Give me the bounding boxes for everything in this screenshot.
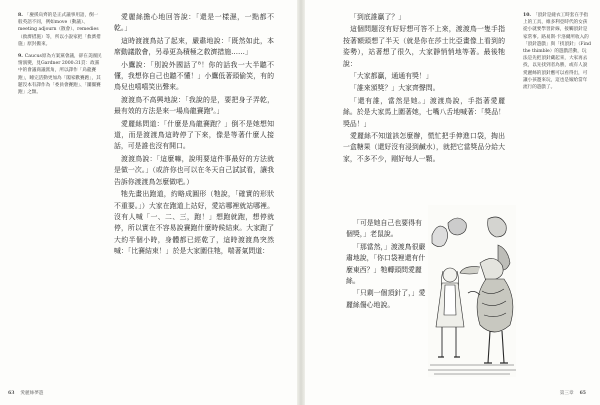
paragraph: 愛麗絲不知道該怎麼辦，慌忙把手伸進口袋，掏出一盒糖果（還好沒有浸到鹹水），就把它當獎品分給大家，不多不少，剛好每人一顆。	[343, 132, 505, 163]
paragraph: 小鷹說：「別說外國話了⁸！你的話我一大半聽不懂，我想你自己也聽不懂！」小鷹低著頭偷笑，有的鳥兒也嘻嘻笑出聲來。	[114, 60, 274, 92]
footnote-text: 「慶援烏齊的是正式議事用語，倒一般英語不同，例如move（動議）、meeting adjourn（散會）、remedies（救濟措施）等，所以小說家把「救濟措施」原封搬來。	[18, 13, 101, 47]
footnote	[18, 53, 102, 96]
left-page	[0, 0, 297, 405]
paragraph: 「可是她自己也要得有個獎，」老鼠說。	[346, 219, 422, 239]
right-body-text	[343, 12, 505, 166]
paragraph: 愛麗絲問道：「什麼是烏龍賽跑？」倒不是她想知道，而是渡渡鳥這時停了下來，像是等著什麼人接話，可是誰也沒有開口。	[114, 119, 274, 151]
page-number: 63	[8, 391, 15, 396]
paragraph: 「到底誰贏了？」	[350, 13, 406, 21]
paragraph: 這時渡渡鳥站了起來，嚴肅地說：「既然如此，本席動議散會，另尋更為積極之救濟措施……」	[114, 36, 274, 57]
footnote	[523, 12, 591, 91]
right-footnotes	[523, 12, 591, 96]
paragraph: 「只剩一個頂針了，」愛麗絲傷心地說。	[346, 289, 426, 309]
paragraph: 「大家都贏，通通有獎！」	[350, 72, 433, 81]
paragraph: 「誰來頒獎？」大家齊聲問。	[350, 84, 440, 93]
running-title: 愛麗絲夢遊	[20, 391, 44, 396]
paragraph: 愛麗絲擔心地回答說：「還是一樣濕，一點都不乾。」	[114, 13, 274, 33]
dodo-alice-illustration	[428, 205, 516, 377]
paragraph: 「那當然，」渡渡鳥很嚴肅地說，「你口袋裡還有什麼東西？」牠轉頭問愛麗絲。	[346, 242, 426, 286]
engraving-image	[428, 205, 516, 377]
right-folio	[560, 390, 592, 396]
paragraph: 牠先畫出跑道，約略成圓形（牠說，「確實的形狀不重要。」）大家在跑道上站好，愛站哪裡就站哪裡。沒有人喊「一、二、三，跑！」想跑就跑，想停就停，所以實在不容易說賽跑什麼時候結束。大家跑了大約半個小時，身體都已經乾了，這時渡渡鳥突然喊：「比賽結束！」於是大家圍住牠，喘著氣問道：	[114, 190, 274, 256]
paragraph: 渡渡鳥說：「這麼嘛，說明要這件事最好的方法就是做一次。」（或許你也可以在冬天自己試試看，讓我告訴你渡渡鳥怎麼做吧。）	[114, 154, 274, 186]
footnote-text: 「頂針是縫衣工時套在手指上的工具，維多利亞時代的女孩從小就要學習針線，接觸頂針是家常事。路易斯·卡洛爾所收入的「頂針遊戲」與「找頂針」（Find the thimble）的遊戲活動，玩法是先把頂針藏起來，大家再去找，以先找到者為勝，或有人說愛麗絲的頂針應可以看得出，可讓小孩邀來玩，這也是嫁給當年流行的遊戲了。	[523, 13, 591, 91]
left-footnotes	[18, 12, 102, 101]
footnote-number: 10.	[523, 13, 531, 18]
paragraph: 「還有誰，當然是她。」渡渡鳥說，手指著愛麗絲。於是大家馬上圍著她，七嘴八舌地喊著：「獎品！獎品！」	[343, 96, 505, 128]
paragraph: 這個問題沒有好好想可答不上來，渡渡鳥一隻手指按著額頭想了半天（就是你在莎士比亞畫像上看到的姿勢），站著想了很久，大家靜悄悄地等著。最後牠說：	[343, 25, 505, 68]
footnote-text: Caucus原為方案黨會議，卻在美國民情演變，見Gardner 2000:31頁：政黨中的會議商議派角，所以譯作「烏龍賽跑」，睡完活動更加為「閣家歡賽跑」，其題沒本有譯作為「委員會賽跑」、「團團賽跑」之類。	[18, 54, 102, 96]
wrap-text-column	[346, 218, 426, 312]
running-title: 第三章	[559, 391, 574, 396]
paragraph: 渡渡鳥不高興地說：「我說的是，要把身子弄乾，最有效的方法是來一場烏龍賽跑⁹。」	[114, 95, 274, 116]
page-number: 65	[579, 391, 586, 396]
footnote-number: 8.	[18, 13, 23, 18]
left-folio	[8, 390, 43, 396]
footnote	[18, 12, 102, 48]
left-body-text	[114, 12, 274, 259]
footnote-number: 9.	[18, 54, 23, 60]
book-gutter	[297, 0, 305, 405]
